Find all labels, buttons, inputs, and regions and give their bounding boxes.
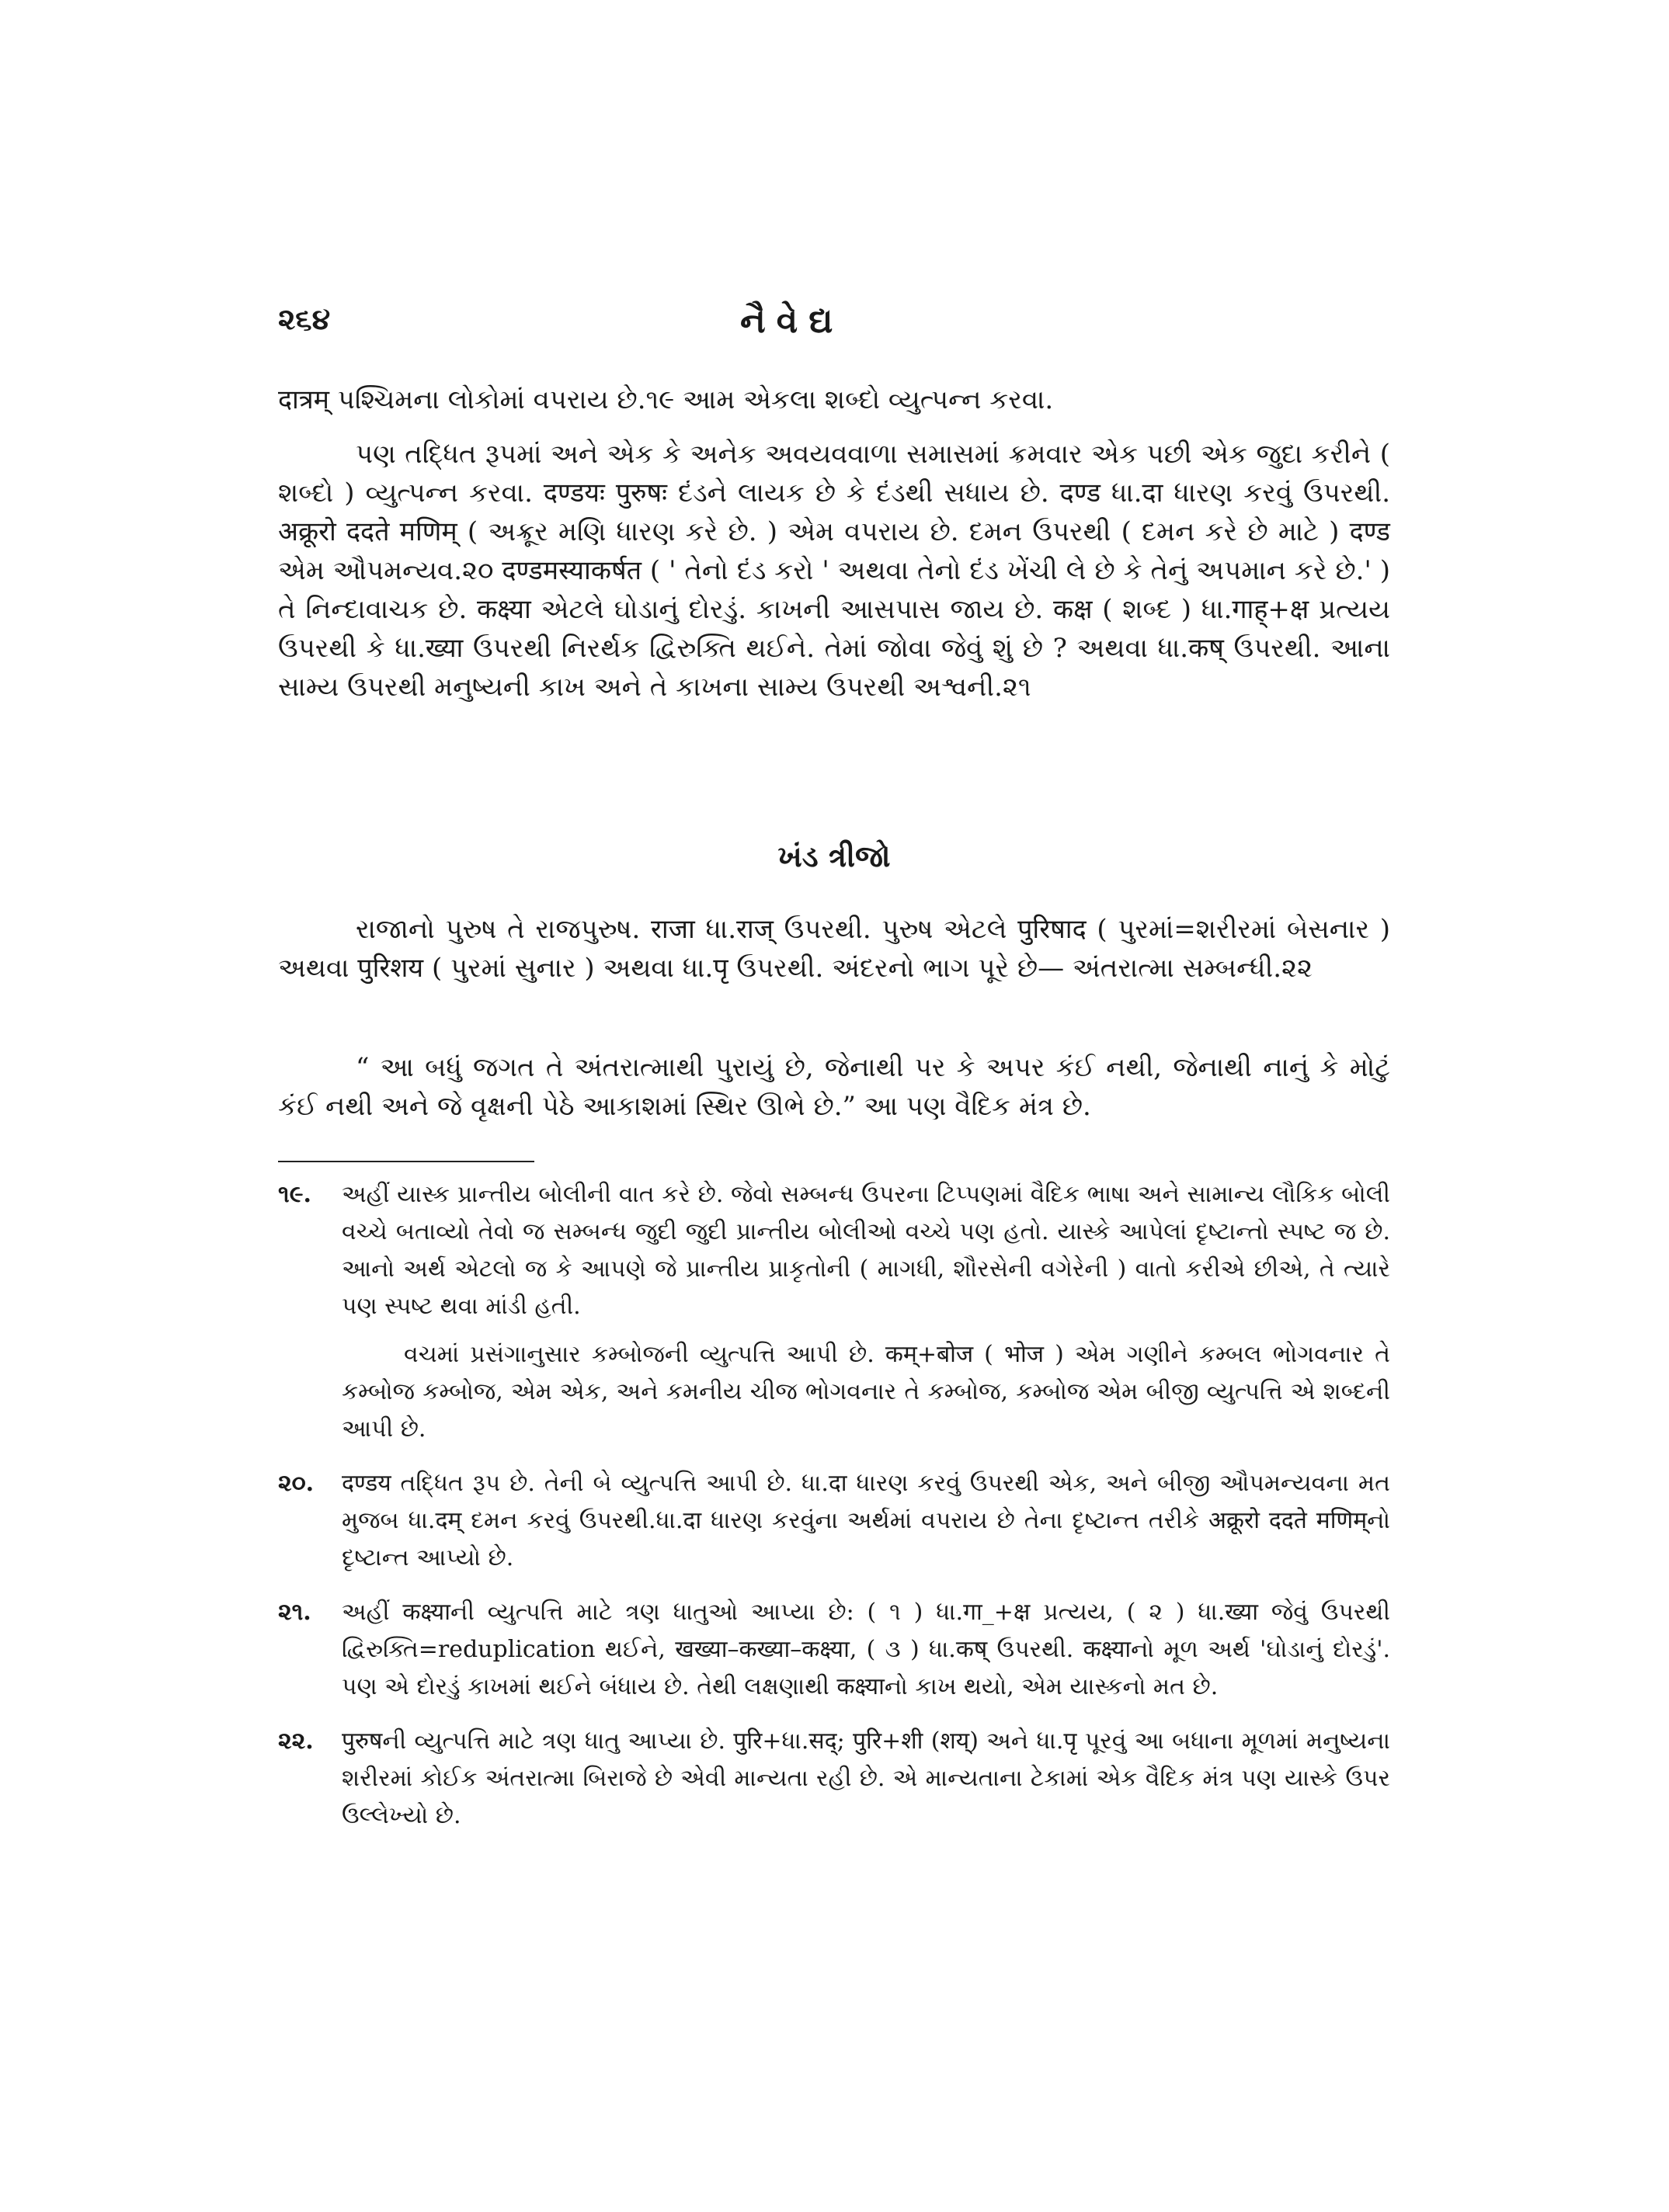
running-title: નૈવેદ્ય xyxy=(740,301,844,341)
paragraph: “ આ બધું જગત તે અંતરાત્માથી પુરાયું છે, જેનાથી પર કે અપર કંઈ નથી, જેનાથી નાનું કે મોટું કંઈ નથી અને જે વૃક્ષની પેઠે આકાશમાં સ્થિર ઊભે છે.” આ પણ વૈદિક મંત્ર છે. xyxy=(278,1052,1390,1122)
paragraph: રાજાનો પુરુષ તે રાજપુરુષ. राजा ધા.राज् ઉપરથી. પુરુષ એટલે पुरिषाद ( પુરમાં=શરીરમાં બેસનાર ) અથવા पुरिशय ( પુરમાં સુનાર ) અથવા ધા.पृ ઉપરથી. અંદરનો ભાગ પૂરે છે— અંતરાત્મા સમ્બન્ધી.૨૨ xyxy=(278,914,1390,984)
page-header xyxy=(278,301,1365,348)
footnote-number: ૨૨. xyxy=(278,1728,314,1755)
footnote-text: दण्डय તદ્ધિત રૂપ છે. તેની બે વ્યુત્પત્તિ આપી છે. ધા.दा ધારણ કરવું ઉપરથી એક, અને બીજી ઔપમન્યવના મત મુજબ ધા.दम् દમન કરવું ઉપરથી.ધા.दा ધારણ કરવુંના અર્થમાં વપરાય છે તેના દૃષ્ટાન્ત તરીકે अक्रूरो ददते मणिम्નો દૃષ્ટાન્ત આપ્યો છે. xyxy=(342,1470,1390,1571)
footnote-text: અહીં कक्ष्याની વ્યુત્પત્તિ માટે ત્રણ ધાતુઓ આપ્યા છે: ( ૧ ) ધા.गा_+क्ष પ્રત્યય, ( ૨ ) ધા.ख्या જેવું ઉપરથી દ્વિરુક્તિ=reduplication થઈને, खख्या–कख्या–कक्ष्या, ( ૩ ) ધા.कष् ઉપરથી. कक्ष्याનો મૂળ અર્થ 'ઘોડાનું દોરડું'. પણ એ દોરડું કાખમાં થઈને બંધાય છે. તેથી લક્ષણાથી कक्ष्याનો કાખ થયો, એમ યાસ્કનો મત છે. xyxy=(342,1599,1390,1700)
paragraph: दात्रम् પશ્ચિમના લોકોમાં વપરાય છે.૧૯ આમ એકલા શબ્દો વ્યુત્પન્ન કરવા. xyxy=(278,384,1054,415)
footnote-number: ૨૧. xyxy=(278,1599,311,1626)
section-heading: ખંડ ત્રીજો xyxy=(777,839,891,873)
footnotes xyxy=(278,1176,1390,1852)
footnote xyxy=(278,1465,1390,1577)
footnote-text: पुरुषની વ્યુત્પત્તિ માટે ત્રણ ધાતુ આપ્યા છે. पुरि+ધા.सद्; पुरि+शी (शय्) અને ધા.पृ પૂરવું આ બધાના મૂળમાં મનુષ્યના શરીરમાં કોઈક અંતરાત્મા બિરાજે છે એવી માન્યતા રહી છે. એ માન્યતાના ટેકામાં એક વૈદિક મંત્ર પણ યાસ્કે ઉપર ઉલ્લેખ્યો છે. xyxy=(342,1728,1390,1829)
footnote-subtext: વચમાં પ્રસંગાનુસાર કમ્બોજની વ્યુત્પત્તિ આપી છે. कम्+बोज ( भोज ) એમ ગણીને કમ્બલ ભોગવનાર તે કમ્બોજ કમ્બોજ, એમ એક, અને કમનીય ચીજ ભોગવનાર તે કમ્બોજ, કમ્બોજ એમ બીજી વ્યુત્પત્તિ એ શબ્દની આપી છે. xyxy=(342,1341,1390,1443)
footnote xyxy=(278,1723,1390,1835)
paragraph: પણ તદ્ધિત રૂપમાં અને એક કે અનેક અવયવવાળા સમાસમાં ક્રમવાર એક પછી એક જુદા કરીને ( શબ્દો ) વ્યુત્પન્ન કરવા. दण्डयः पुरुषः દંડને લાયક છે કે દંડથી સધાય છે. दण्ड ધા.दा ધારણ કરવું ઉપરથી. अक्रूरो ददते मणिम् ( અક્રૂર મણિ ધારણ કરે છે. ) એમ વપરાય છે. દમન ઉપરથી ( દમન કરે છે માટે ) दण्ड એમ ઔપમન્યવ.૨૦ दण्डमस्याकर्षत ( ' તેનો દંડ કરો ' અથવા તેનો દંડ ખેંચી લે છે કે તેનું અપમાન કરે છે.' ) તે નિન્દાવાચક છે. कक्ष्या એટલે ઘોડાનું દોરડું. કાખની આસપાસ જાય છે. कक्ष ( શબ્દ ) ધા.गाह्+क्ष પ્રત્યય ઉપરથી કે ધા.ख्या ઉપરથી નિરર્થક દ્વિરુક્તિ થઈને. તેમાં જોવા જેવું શું છે ? અથવા ધા.कष् ઉપરથી. આના સામ્ય ઉપરથી મનુષ્યની કાખ અને તે કાખના સામ્ય ઉપરથી અશ્વની.૨૧ xyxy=(278,439,1390,703)
footnote-number: ૨૦. xyxy=(278,1470,315,1497)
footnote-number: ૧૯. xyxy=(278,1181,311,1208)
page-number: ૨૬૪ xyxy=(278,301,331,336)
footnote-divider xyxy=(278,1161,534,1162)
footnote-text: અહીં યાસ્ક પ્રાન્તીય બોલીની વાત કરે છે. જેવો સમ્બન્ધ ઉપરના ટિપ્પણમાં વૈદિક ભાષા અને સામાન્ય લૌકિક બોલી વચ્ચે બતાવ્યો તેવો જ સમ્બન્ધ જુદી જુદી પ્રાન્તીય બોલીઓ વચ્ચે પણ હતો. યાસ્કે આપેલાં દૃષ્ટાન્તો સ્પષ્ટ જ છે. આનો અર્થ એટલો જ કે આપણે જે પ્રાન્તીય પ્રાકૃતોની ( માગધી, શૌરસેની વગેરેની ) વાતો કરીએ છીએ, તે ત્યારે પણ સ્પષ્ટ થવા માંડી હતી. xyxy=(342,1181,1390,1320)
footnote xyxy=(278,1176,1390,1448)
footnote xyxy=(278,1594,1390,1706)
